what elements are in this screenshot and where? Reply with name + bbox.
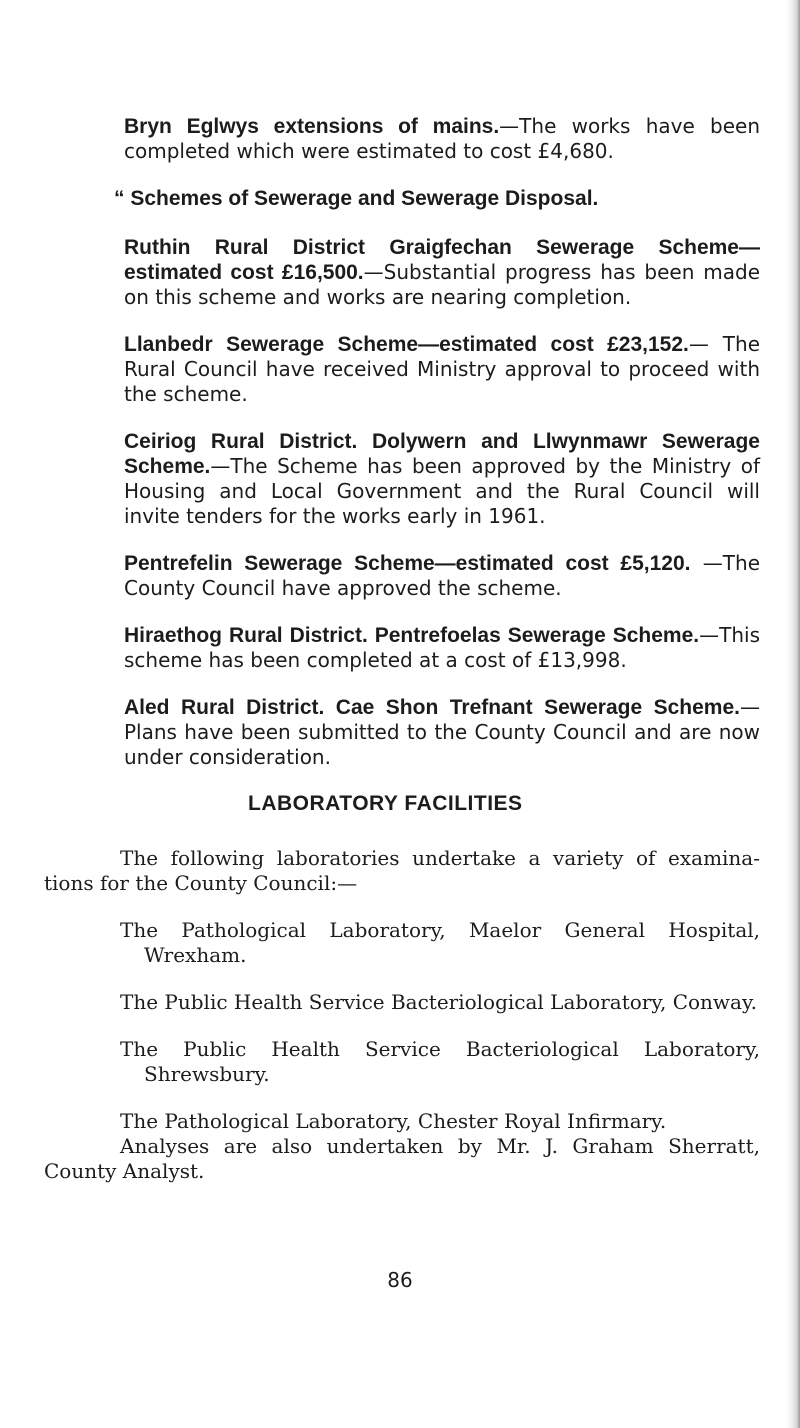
page-edge-shadow — [786, 0, 800, 1428]
entry-title: Llanbedr Sewerage Scheme—estimated cost £23,152. — [124, 333, 689, 356]
closing-paragraph — [44, 1134, 760, 1184]
lab-item-text: The Public Health Service Bacteriological Laboratory, Shrewsbury. — [120, 1037, 760, 1086]
section-heading-laboratory: LABORATORY FACILITIES — [248, 792, 523, 815]
lab-intro-text: The following laboratories undertake a variety of examina- tions for the County Council:— — [44, 846, 760, 895]
entry-title: Ruthin Rural District Graigfechan Sewerage Scheme— estimated cost £16,500. — [124, 236, 760, 284]
lab-item-text: The Pathological Laboratory, Chester Royal Infirmary. — [120, 1109, 667, 1133]
lab-item — [120, 990, 760, 1015]
entry-title: Ceiriog Rural District. Dolywern and Llwynmawr Sewerage Scheme. — [124, 430, 760, 478]
entry-text: —The County Council have approved the scheme. — [124, 551, 760, 600]
entry-llanbedr — [124, 332, 760, 407]
entry-text: —This scheme has been completed at a cost of £13,998. — [124, 623, 760, 672]
entry-text: —The works have been completed which were estimated to cost £4,680. — [124, 114, 760, 163]
lab-intro-paragraph — [44, 846, 760, 896]
entry-graigfechan — [124, 235, 760, 310]
section-heading-sewerage: “ Schemes of Sewerage and Sewerage Disposal. — [114, 187, 599, 210]
document-page — [44, 114, 780, 1184]
entry-cae-shon — [124, 695, 760, 770]
lab-item — [120, 1037, 760, 1087]
entry-title: Bryn Eglwys extensions of mains. — [124, 115, 500, 138]
page-number: 86 — [387, 1268, 413, 1292]
lab-item — [120, 918, 760, 968]
entry-pentrefelin — [124, 551, 760, 601]
entry-title: Aled Rural District. Cae Shon Trefnant Sewerage Scheme. — [124, 696, 740, 719]
lab-item-last — [120, 1109, 780, 1134]
entry-text: — The Rural Council have received Ministry approval to proceed with the scheme. — [124, 332, 761, 406]
entry-text: —Substantial progress has been made on this scheme and works are nearing completion. — [124, 260, 760, 309]
entry-text: —The Scheme has been approved by the Ministry of Housing and Local Government and the Rural Council will invite tenders for the works early in 1961. — [124, 454, 760, 528]
entry-bryn-eglwys — [124, 114, 760, 164]
lab-item-text: The Pathological Laboratory, Maelor General Hospital, Wrexham. — [120, 918, 760, 967]
entry-text: —Plans have been submitted to the County Council and are now under consideration. — [124, 695, 760, 769]
entry-title: Pentrefelin Sewerage Scheme—estimated cost £5,120. — [124, 552, 691, 575]
entry-pentrefoelas — [124, 623, 760, 673]
entry-title: Hiraethog Rural District. Pentrefoelas Sewerage Scheme. — [124, 624, 700, 647]
entry-ceiriog — [124, 429, 760, 529]
lab-item-text: The Public Health Service Bacteriological Laboratory, Conway. — [120, 990, 757, 1014]
closing-text: Analyses are also undertaken by Mr. J. Graham Sherratt, County Analyst. — [44, 1134, 760, 1183]
